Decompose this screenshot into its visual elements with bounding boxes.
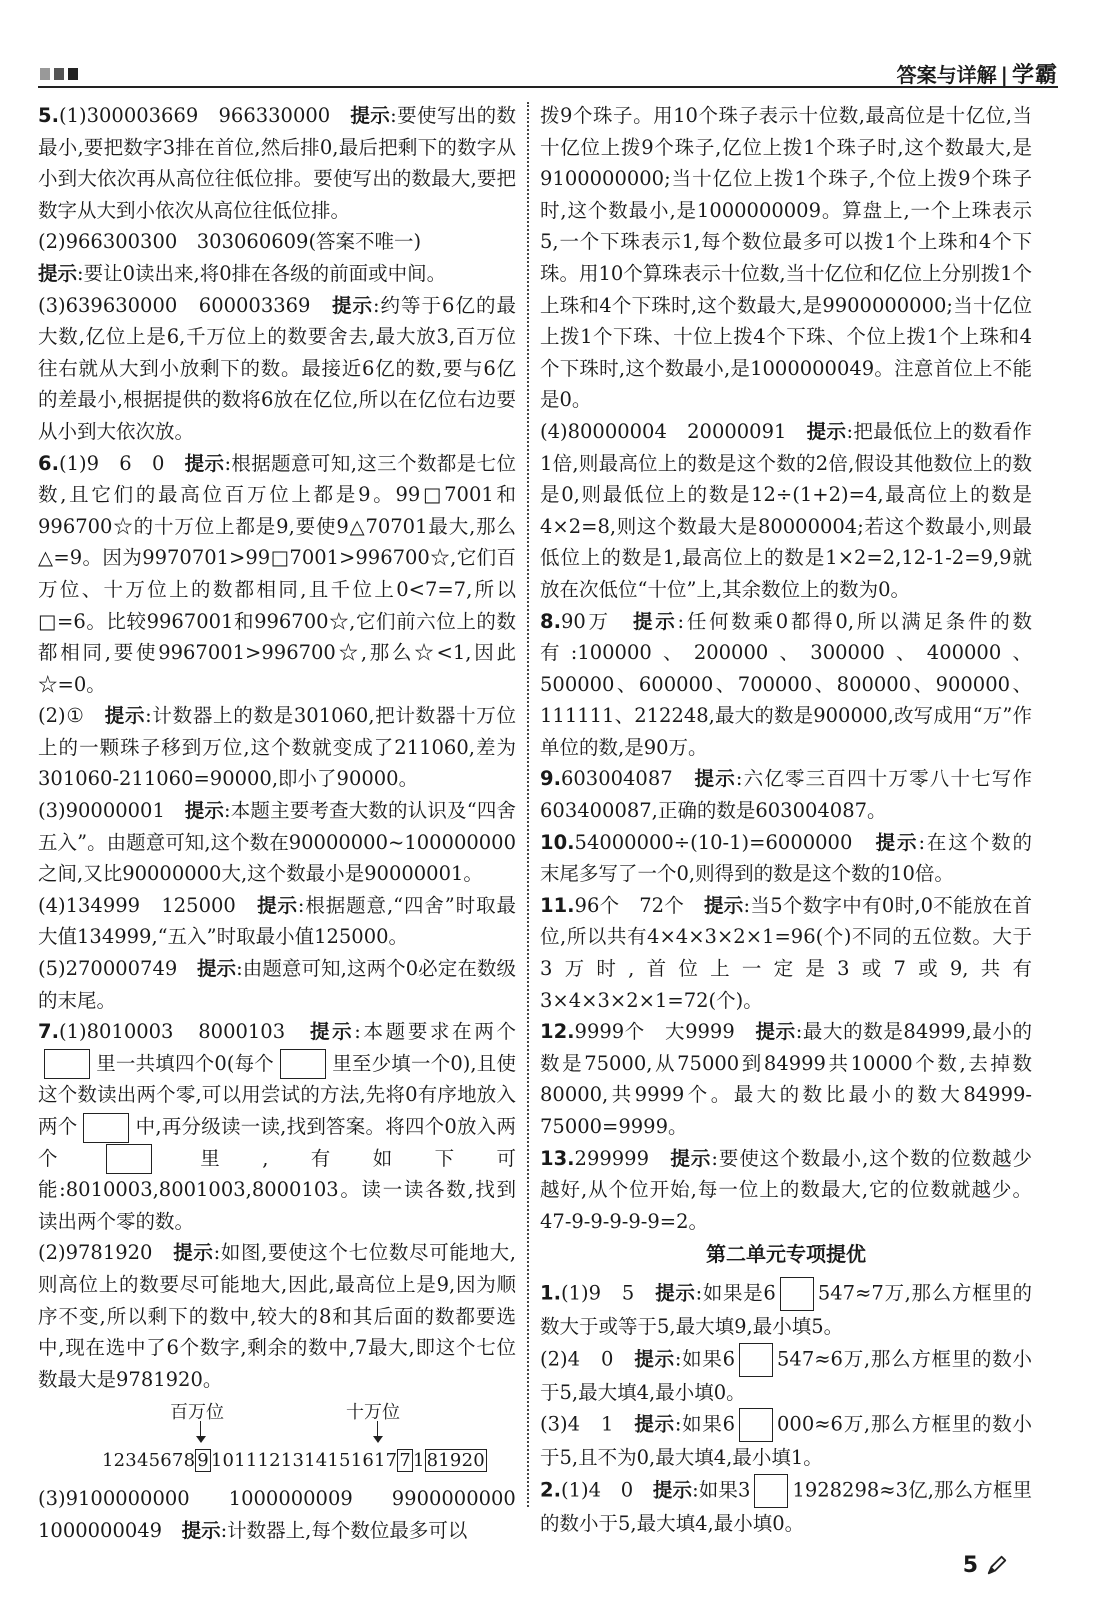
question-number: 7. xyxy=(38,1020,59,1044)
q6-part1 xyxy=(38,448,516,701)
hint-text: :当5个数字中有0时,0不能放在首位,所以共有4×4×3×2×1=96(个)不同的五位数。大于3万时,首位上一定是3或7或9,共有3×4×3×2×1=72(个)。 xyxy=(540,893,1032,1012)
hint-text: :计数器上的数是301060,把计数器十万位上的一颗珠子移到万位,这个数就变成了211060,差为301060-211060=90000,即小了90000。 xyxy=(38,704,516,791)
hint-label: 提示 xyxy=(634,1412,675,1436)
digit-sequence xyxy=(102,1445,487,1477)
hint-label: 提示 xyxy=(184,451,225,475)
question-number: 10. xyxy=(540,830,575,854)
arrow-down-icon xyxy=(377,1421,378,1441)
left-column xyxy=(38,100,516,1547)
digits-plain: 1 xyxy=(412,1450,425,1472)
answer-text: (1)8010003 8000103 xyxy=(58,1020,310,1044)
answer-text: (5)270000749 xyxy=(38,957,197,981)
answer-text: (1)9 6 0 xyxy=(58,451,185,475)
hint-label: 提示 xyxy=(309,1020,355,1044)
section-title: 第二单元专项提优 xyxy=(706,1242,866,1267)
hint-label: 提示 xyxy=(173,1241,214,1265)
hint-text: 里一共填四个0(每个 xyxy=(96,1051,274,1075)
header-title xyxy=(897,58,1058,89)
hint-label: 提示 xyxy=(104,704,146,728)
question-number: 9. xyxy=(540,767,561,791)
answer-text: (2)4 0 xyxy=(540,1347,635,1371)
s2-part1 xyxy=(540,1474,1032,1540)
answer-text: 90万 xyxy=(560,609,634,633)
s1-part1 xyxy=(540,1277,1032,1343)
hint-text: :根据题意可知,这三个数都是七位数,且它们的最高位百万位上都是9。99□7001和996700☆的十万位上都是9,要使9△70701最大,那么△=9。因为9970701>99□7001>996700☆,它们百万位、十万位上的数都相同,且千位上0<7=7,所以□=6。比较9967001和996700☆,它们前六位上的数都相同,要使9967001>996700☆,那么☆<1,因此☆=0。 xyxy=(38,451,516,696)
blank-box xyxy=(83,1113,129,1143)
hint-text: :本题要求在两个 xyxy=(354,1020,516,1044)
hint-label: 提示 xyxy=(38,261,78,285)
hint-text: :计数器上,每个数位最多可以 xyxy=(220,1518,468,1542)
q7-part3-hint xyxy=(38,1515,516,1547)
hint-label: 提示 xyxy=(655,1281,696,1305)
digits-selected: 7 xyxy=(399,1450,411,1472)
hint-label: 提示 xyxy=(875,830,919,854)
q5-part2 xyxy=(38,226,516,258)
digits-plain: 12345678 xyxy=(102,1450,196,1472)
question-number: 6. xyxy=(38,451,59,475)
hint-text: 000≈6万,那么方框里的数小于5,且不为0,最大填4,最小填1。 xyxy=(540,1412,1032,1470)
hint-text: 拨9个珠子。用10个珠子表示十位数,最高位是十亿位,当十亿位上拨9个珠子,亿位上拨1个珠子时,这个数最大,是9100000000;当十亿位上拨1个珠子,个位上拨9个珠子时,这个数最小,是1000000009。算盘上,一个上珠表示5,一个下珠表示1,每个数位最多可以拨1个上珠和4个下珠。用10个算珠表示十位数,当十亿位和亿位上分别拨1个上珠和4个下珠时,这个数最大,是9900000000;当十亿位上拨1个下珠、十位上拨4个下珠、个位上拨1个上珠和4个下珠时,这个数最小,是1000000049。注意首位上不能是0。 xyxy=(540,104,1032,412)
answer-text: (3)9100000000 1000000009 9900000000 xyxy=(38,1487,516,1511)
hint-label: 提示 xyxy=(634,1347,675,1371)
q7-part3-continued xyxy=(540,100,1032,416)
answer-text: 1000000049 xyxy=(38,1518,182,1542)
hint-text: :任何数乘0都得0,所以满足条件的数有:100000、200000、300000、400000、500000、600000、700000、800000、900000、111111、212248,最大的数是900000,改写成用“万”作单位的数,是90万。 xyxy=(540,609,1032,759)
hint-label: 提示 xyxy=(331,293,373,317)
hint-text: :本题主要考查大数的认识及“四舍五入”。由题意可知,这个数在90000000~100000000之间,又比90000000大,这个数最小是90000001。 xyxy=(38,799,516,886)
hint-label: 提示 xyxy=(196,957,237,981)
page-number: 5 xyxy=(962,1553,978,1578)
header-decoration xyxy=(40,68,78,80)
q11 xyxy=(540,890,1032,1016)
header-rule xyxy=(38,86,1058,88)
hint-text: 中,再分级读一读,找到答案。将四个0放入两个 xyxy=(38,1115,516,1170)
answer-text: (2)966300300 303060609(答案不唯一) xyxy=(38,230,422,254)
q6-part5 xyxy=(38,953,516,1016)
answer-text: (4)80000004 20000091 xyxy=(540,419,807,443)
q6-part4 xyxy=(38,890,516,953)
hint-text: :要使写出的数最小,要把数字3排在首位,然后排0,最后把剩下的数字从小到大依次再从高位往低位排。要使写出的数最大,要把数字从大到小依次从高位往低位排。 xyxy=(38,104,516,222)
hint-text: :由题意可知,这两个0必定在数级的末尾。 xyxy=(38,957,516,1012)
label-millions: 百万位 xyxy=(170,1402,224,1424)
hint-label: 提示 xyxy=(181,1518,221,1542)
header-separator: | xyxy=(1000,63,1008,87)
hint-text: :要使这个数最小,这个数的位数越少越好,从个位开始,每一位上的数最大,它的位数就越少。47-9-9-9-9-9=2。 xyxy=(540,1146,1032,1233)
question-number: 2. xyxy=(540,1478,561,1502)
hint-label: 提示 xyxy=(806,419,847,443)
blank-box xyxy=(44,1049,90,1079)
question-number: 5. xyxy=(38,104,59,127)
answer-text: (1)4 0 xyxy=(560,1478,653,1502)
s1-part3 xyxy=(540,1408,1032,1474)
q7-part4 xyxy=(540,416,1032,606)
q8 xyxy=(540,606,1032,764)
digits-selected: 9 xyxy=(197,1450,209,1472)
q5-part3 xyxy=(38,290,516,448)
hint-label: 提示 xyxy=(694,767,736,791)
hint-label: 提示 xyxy=(184,799,225,823)
hint-label: 提示 xyxy=(755,1020,796,1044)
q7-part2 xyxy=(38,1237,516,1395)
hint-label: 提示 xyxy=(633,609,678,633)
hint-text: :约等于6亿的最大数,亿位上是6,千万位上的数要舍去,最大放3,百万位往右就从大到小放剩下的数。最接近6亿的数,要与6亿的差最小,根据提供的数将6放在亿位,所以在亿位右边要从小到大依次放。 xyxy=(38,293,516,443)
blank-box xyxy=(754,1474,788,1508)
hint-text: :如图,要使这个七位数尽可能地大,则高位上的数要尽可能地大,因此,最高位上是9,因为顺序不变,所以剩下的数中,较大的8和其后面的数都要选中,现在选中了6个数字,剩余的数中,7最大,即这个七位数最大是9781920。 xyxy=(38,1241,516,1391)
hint-text: :根据题意,“四舍”时取最大值134999,“五入”时取最小值125000。 xyxy=(38,893,516,949)
hint-text: 里,有如下可能:8010003,8001003,8000103。读一读各数,找到读出两个零的数。 xyxy=(38,1146,516,1233)
hint-label: 提示 xyxy=(670,1146,712,1170)
question-number: 1. xyxy=(540,1281,561,1305)
blank-box xyxy=(106,1144,152,1174)
hint-text: :如果3 xyxy=(692,1478,751,1502)
question-number: 13. xyxy=(540,1146,575,1170)
answer-text: (3)4 1 xyxy=(540,1412,635,1436)
answer-text: 603004087 xyxy=(560,767,695,791)
hint-text: 547≈6万,那么方框里的数小于5,最大填4,最小填0。 xyxy=(540,1347,1032,1404)
q5-part1 xyxy=(38,100,516,226)
hint-text: :要让0读出来,将0排在各级的前面或中间。 xyxy=(77,261,447,285)
hint-label: 提示 xyxy=(703,893,744,917)
answer-text: 299999 xyxy=(574,1146,671,1170)
question-number: 12. xyxy=(540,1020,575,1044)
question-number: 8. xyxy=(540,609,561,633)
column-divider xyxy=(527,102,529,1507)
digits-selected: 81920 xyxy=(426,1450,485,1472)
answer-text: (3)639630000 600003369 xyxy=(38,293,332,317)
page-header xyxy=(38,62,1058,90)
q7-part1 xyxy=(38,1016,516,1237)
arrow-down-icon xyxy=(200,1421,201,1441)
hint-text: 547≈7万,那么方框里的数大于或等于5,最大填9,最小填5。 xyxy=(540,1281,1032,1338)
answer-text: 54000000÷(10-1)=6000000 xyxy=(574,830,876,854)
blank-box xyxy=(780,1277,814,1311)
header-title-text: 答案与详解 xyxy=(896,63,997,87)
blank-box xyxy=(739,1408,773,1442)
digits-plain: 1011121314151617 xyxy=(210,1450,398,1472)
blank-box xyxy=(280,1049,326,1079)
hint-text: :如果6 xyxy=(674,1412,735,1436)
hint-text: :把最低位上的数看作1倍,则最高位上的数是这个数的2倍,假设其他数位上的数是0,则最低位上的数是12÷(1+2)=4,最高位上的数是4×2=8,则这个数最大是80000004;若这个数最小,则最低位上的数是1,最高位上的数是1×2=2,12-1-2=9,9就放在次低位“十位”上,其余数位上的数为0。 xyxy=(540,419,1032,601)
hint-text: :在这个数的末尾多写了一个0,则得到的数是这个数的10倍。 xyxy=(540,830,1032,886)
hint-label: 提示 xyxy=(652,1478,693,1502)
answer-text: (3)90000001 xyxy=(38,799,185,823)
q10 xyxy=(540,827,1032,890)
right-column xyxy=(540,100,1032,1539)
q6-part3 xyxy=(38,795,516,890)
answer-text: (4)134999 125000 xyxy=(38,893,258,917)
label-hundred-thousands: 十万位 xyxy=(346,1402,400,1424)
pencil-icon xyxy=(986,1554,1008,1576)
q6-part2 xyxy=(38,700,516,795)
hint-label: 提示 xyxy=(350,104,391,127)
hint-text: 1928298≈3亿,那么方框里的数小于5,最大填4,最小填0。 xyxy=(540,1478,1032,1535)
hint-text: :最大的数是84999,最小的数是75000,从75000到84999共10000个数,去掉数80000,共9999个。最大的数比最小的数大84999-75000=9999。 xyxy=(540,1020,1032,1138)
digit-selection-diagram xyxy=(38,1397,516,1503)
q9 xyxy=(540,763,1032,826)
hint-text: :如果6 xyxy=(674,1347,735,1371)
answer-text: (2)9781920 xyxy=(38,1241,174,1265)
answer-text: (1)9 5 xyxy=(560,1281,656,1305)
answer-text: 96个 72个 xyxy=(574,893,704,917)
hint-text: 里至少填一个0),且使这个数读出两个零,可以用尝试的方法,先将0有序地放入两个 xyxy=(38,1051,516,1138)
q12 xyxy=(540,1016,1032,1142)
answer-text: (1)300003669 966330000 xyxy=(58,104,351,127)
q5-part2-hint xyxy=(38,258,516,290)
hint-text: :六亿零三百四十万零八十七写作603400087,正确的数是603004087。 xyxy=(540,767,1032,823)
hint-label: 提示 xyxy=(257,893,298,917)
hint-text: :如果是6 xyxy=(695,1281,776,1305)
answer-text: (2)① xyxy=(38,704,105,728)
answer-text: 9999个 大9999 xyxy=(574,1020,756,1044)
q13 xyxy=(540,1143,1032,1238)
header-brand: 学霸 xyxy=(1011,63,1058,88)
s1-part2 xyxy=(540,1343,1032,1409)
question-number: 11. xyxy=(540,893,575,917)
blank-box xyxy=(739,1343,773,1377)
